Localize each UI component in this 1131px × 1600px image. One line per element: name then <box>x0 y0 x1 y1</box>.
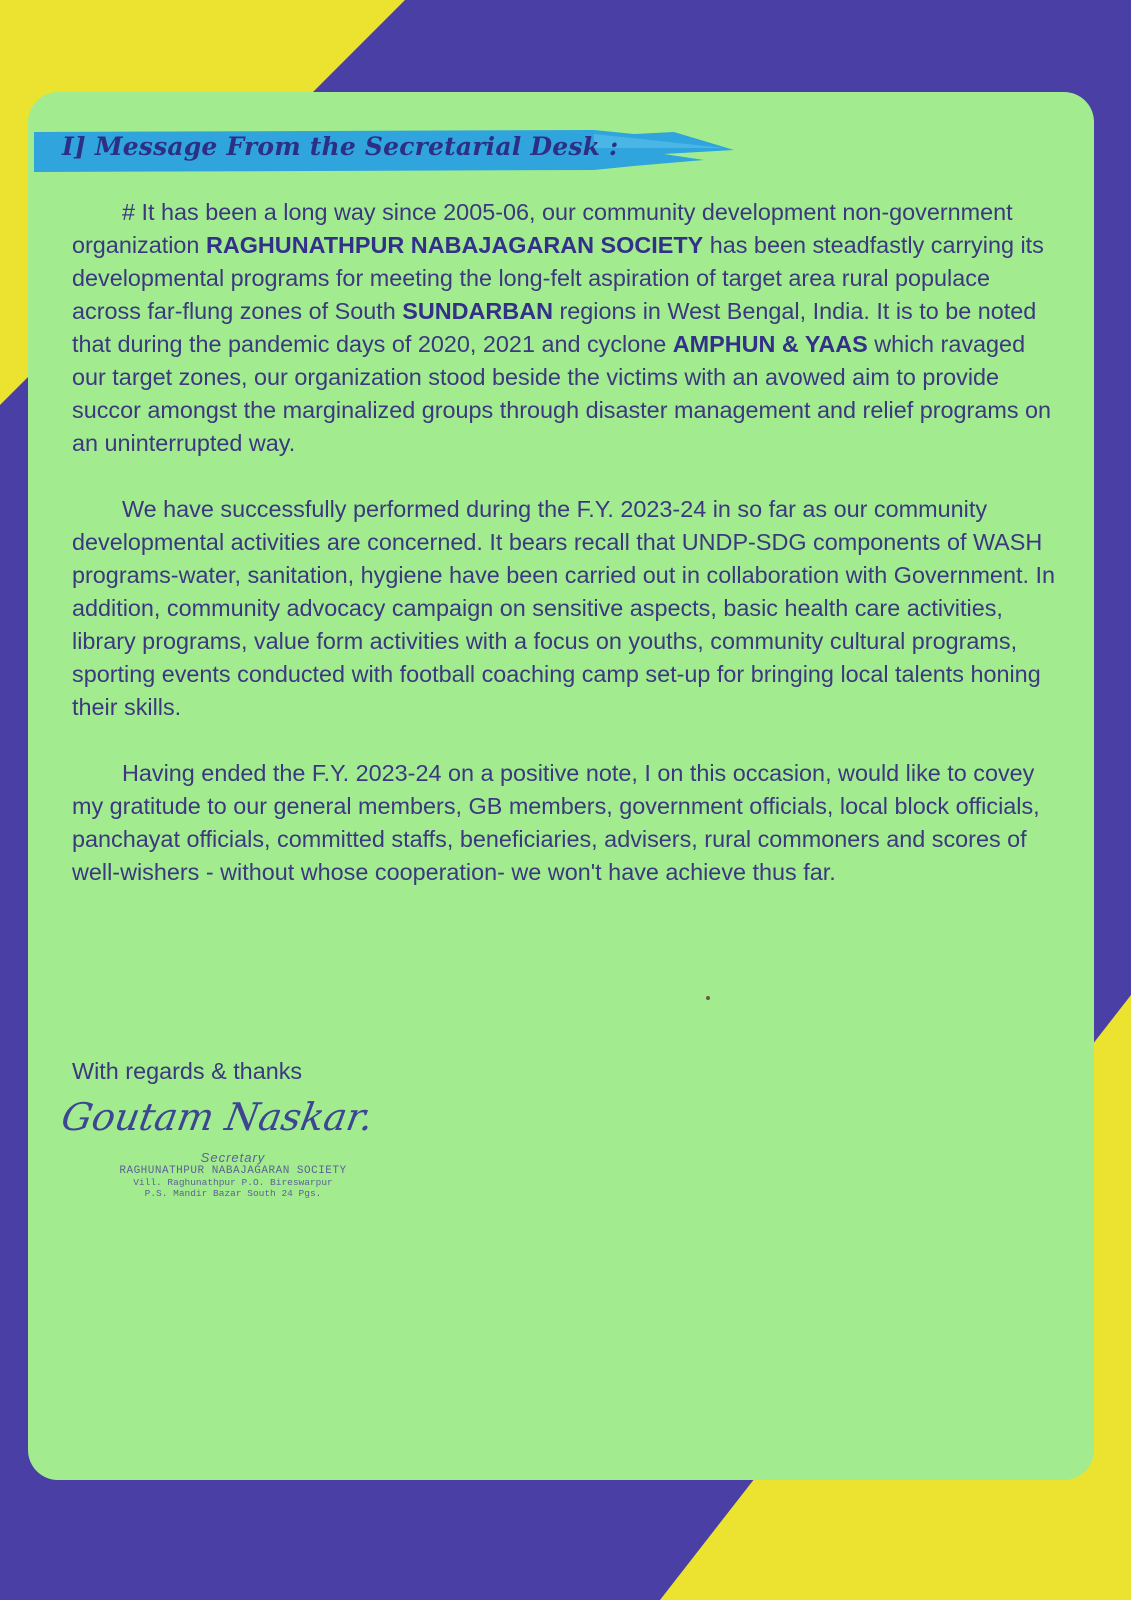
message-paragraph <box>72 757 1057 889</box>
section-heading: I] Message From the Secretarial Desk : <box>62 132 619 161</box>
secretary-stamp <box>98 1150 368 1199</box>
message-paragraph <box>72 493 1057 724</box>
signature: Goutam Naskar. <box>58 1095 377 1139</box>
message-paragraph <box>72 196 1057 460</box>
highlighted-text: SUNDARBAN <box>402 298 553 324</box>
stamp-address-1: Vill. Raghunathpur P.O. Bireswarpur <box>133 1177 333 1188</box>
paragraph-text: Having ended the F.Y. 2023-24 on a positive note, I on this occasion, would like to covey my gratitude to our general members, GB members, government officials, local block officials, panchayat officials, committed staffs, beneficiaries, advisers, rural commoners and scores of well-wishers - without whose cooperation- we won't have achieve thus far. <box>72 760 1040 885</box>
closing-line: With regards & thanks <box>72 1058 303 1084</box>
highlighted-text: AMPHUN & YAAS <box>672 331 868 357</box>
highlighted-text: RAGHUNATHPUR NABAJAGARAN SOCIETY <box>205 232 704 258</box>
paragraph-text: We have successfully performed during the F.Y. 2023-24 in so far as our community developmental activities are concerned. It bears recall that UNDP-SDG components of WASH programs-water, sanitation, hygiene have been carried out in collaboration with Government. In addition, community advocacy campaign on sensitive aspects, basic health care activities, library programs, value form activities with a focus on youths, community cultural programs, sporting events conducted with football coaching camp set-up for bringing local talents honing their skills. <box>72 496 1055 720</box>
message-body <box>72 196 1057 889</box>
paragraph-text: # It has been a long way since 2005-06, our community development non-government organization <box>72 199 1013 258</box>
stamp-org: RAGHUNATHPUR NABAJAGARAN SOCIETY <box>119 1165 347 1177</box>
paper-speck <box>706 996 710 1000</box>
stamp-address-2: P.S. Mandir Bazar South 24 Pgs. <box>144 1188 322 1199</box>
paragraph-text: has been steadfastly carrying its developmental programs for meeting the long-felt aspiration of target area rural populace across far-flung zones of South <box>72 232 1044 324</box>
paragraph-text: which ravaged our target zones, our organization stood beside the victims with an avowed aim to provide succor amongst the marginalized groups through disaster management and relief programs on an uninterrupted way. <box>72 331 1052 456</box>
stamp-role: Secretary <box>200 1150 266 1165</box>
paragraph-text: regions in West Bengal, India. It is to be noted that during the pandemic days of 2020, 2021 and cyclone <box>72 298 1037 357</box>
